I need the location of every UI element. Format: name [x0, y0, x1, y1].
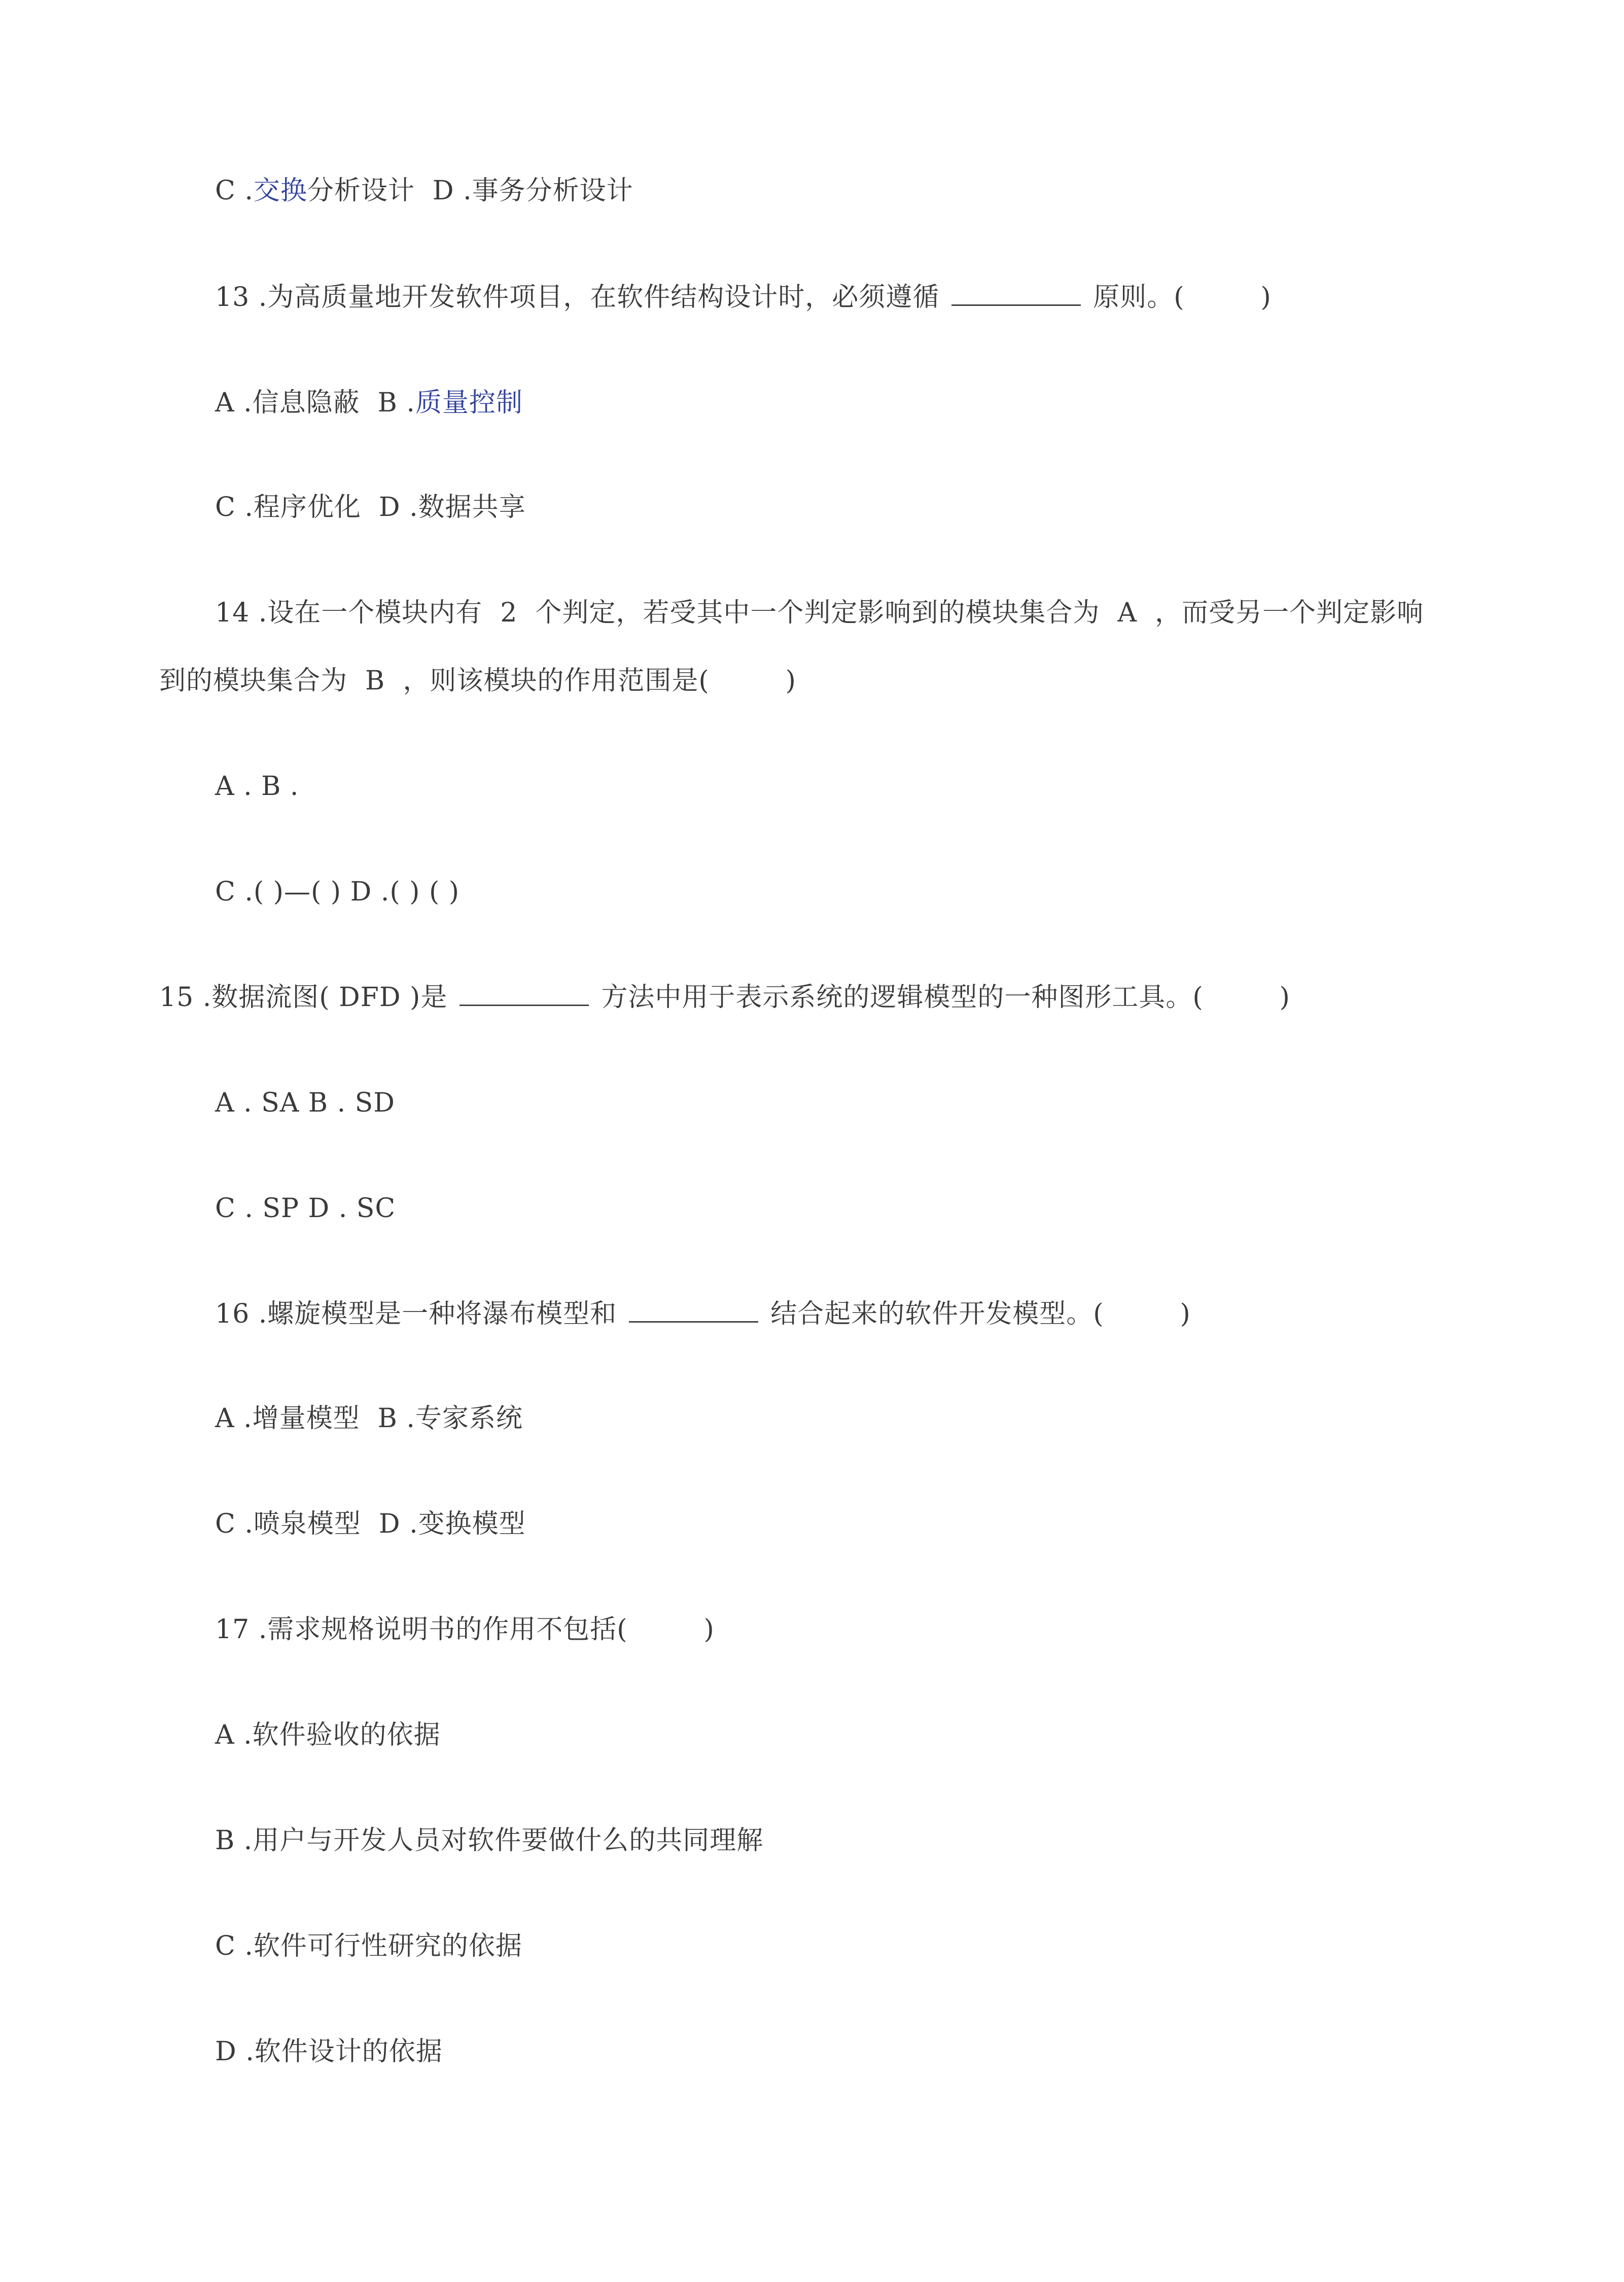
q16-options-ab: A .增量模型 B .专家系统 [215, 1403, 523, 1434]
q14-options-ab: A . B . [215, 771, 299, 802]
q15-options-ab: A . SA B . SD [215, 1088, 395, 1118]
link-zhiliang-kongzhi[interactable]: 质量控制 [415, 388, 523, 418]
option-cd-text: 分析设计 D .事务分析设计 [307, 176, 633, 206]
q17-option-d: D .软件设计的依据 [215, 2036, 443, 2067]
question-13: 13 .为高质量地开发软件项目，在软件结构设计时，必须遵循 原则。( ) [215, 282, 1272, 313]
question-16: 16 .螺旋模型是一种将瀑布模型和 结合起来的软件开发模型。( ) [215, 1299, 1191, 1329]
q15-options-cd: C . SP D . SC [215, 1193, 396, 1224]
q17-option-c: C .软件可行性研究的依据 [215, 1931, 522, 1961]
q13-options-ab: A .信息隐蔽 B .质量控制 [215, 388, 523, 418]
question-14-line2: 到的模块集合为 B ，则该模块的作用范围是( ) [159, 666, 796, 696]
q13-options-cd: C .程序优化 D .数据共享 [215, 492, 526, 523]
q12-options-cd [215, 176, 633, 206]
link-jiaohuan[interactable]: 交换 [253, 176, 307, 206]
answer-blank [951, 282, 1081, 306]
question-14-line1: 14 .设在一个模块内有 2 个判定，若受其中一个判定影响到的模块集合为 A ，而受另一个判定影响 [215, 598, 1424, 628]
q17-option-b: B .用户与开发人员对软件要做什么的共同理解 [215, 1825, 764, 1856]
answer-blank [629, 1299, 758, 1323]
answer-blank [460, 982, 589, 1006]
option-c-label: C . [215, 176, 254, 206]
question-17: 17 .需求规格说明书的作用不包括( ) [215, 1614, 715, 1645]
question-15: 15 .数据流图( DFD )是 方法中用于表示系统的逻辑模型的一种图形工具。( ) [159, 982, 1290, 1013]
q17-option-a: A .软件验收的依据 [215, 1720, 441, 1750]
q16-options-cd: C .喷泉模型 D .变换模型 [215, 1509, 526, 1539]
q14-options-cd: C .( )—( ) D .( ) ( ) [215, 877, 460, 907]
